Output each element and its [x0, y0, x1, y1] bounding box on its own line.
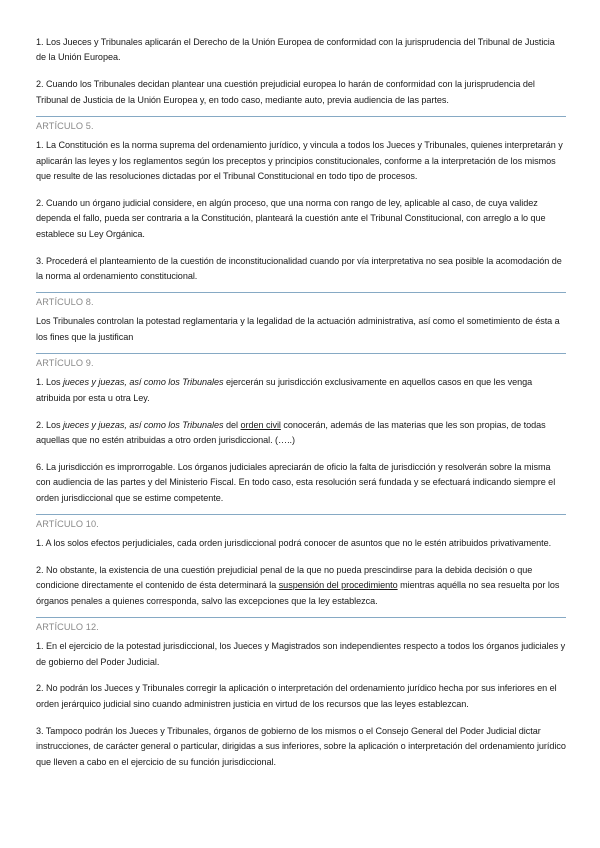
text-run: ejercerán su jurisdicción exclusivamente en aquellos casos en que les venga atribuida por esta u otra Ley.: [36, 377, 533, 403]
paragraph: 2. Cuando un órgano judicial considere, en algún proceso, que una norma con rango de ley, aplicable al caso, de cuya validez dependa el fallo, pueda ser contraria a la Constitución, planteará la cuestión ante el Tribunal Constitucional, con arreglo a lo que establece su Ley Orgánica.: [36, 197, 546, 239]
article-heading: ARTÍCULO 12.: [36, 617, 566, 635]
paragraph: [36, 418, 566, 449]
article-heading: ARTÍCULO 8.: [36, 292, 566, 310]
document-page: [36, 35, 566, 770]
article-heading: ARTÍCULO 5.: [36, 116, 566, 134]
text-run: 2. No obstante, la existencia de una cuestión prejudicial penal de la que no pueda prescindirse para la debida decisión o que condicione directamente el contenido de ésta determinará la: [36, 564, 533, 591]
paragraph: Los Tribunales controlan la potestad reglamentaria y la legalidad de la actuación administrativa, así como el sometimiento de ésta a los fines que la justifican: [36, 316, 560, 342]
text-run: del: [223, 419, 241, 430]
text-run: mientras aquélla no sea resuelta por los órganos penales a quienes corresponda, salvo las excepciones que la ley establezca.: [36, 580, 560, 606]
article-heading: ARTÍCULO 9.: [36, 353, 566, 371]
paragraph: 1. La Constitución es la norma suprema del ordenamiento jurídico, y vincula a todos los Jueces y Tribunales, quienes interpretarán y aplicarán las leyes y los reglamentos según los preceptos y principios constitucionales, conforme a la interpretación de los mismos que resulte de las resoluciones dictadas por el Tribunal Constitucional en todo tipo de procesos.: [36, 140, 563, 181]
article-heading: ARTÍCULO 10.: [36, 514, 566, 532]
paragraph: 6. La jurisdicción es improrrogable. Los órganos judiciales apreciarán de oficio la falta de jurisdicción y resolverán sobre la misma con audiencia de las partes y del Ministerio Fiscal. En todo caso, esta resolución será fundada y se efectuará indicando siempre el orden jurisdiccional que se estime competente.: [36, 461, 556, 503]
text-run: conocerán, además de las materias que les son propias, de todas aquellas que no estén atribuidas a otro orden jurisdiccional. (…..): [36, 419, 546, 445]
paragraph: 1. En el ejercicio de la potestad jurisdiccional, los Jueces y Magistrados son independientes respecto a todos los órganos judiciales y de gobierno del Poder Judicial.: [36, 641, 566, 667]
paragraph: 3. Procederá el planteamiento de la cuestión de inconstitucionalidad cuando por vía interpretativa no sea posible la acomodación de la norma al ordenamiento constitucional.: [36, 255, 562, 281]
paragraph: 2. Cuando los Tribunales decidan plantear una cuestión prejudicial europea lo harán de conformidad con la jurisprudencia del Tribunal de Justicia de la Unión Europea y, en todo caso, mediante auto, previa audiencia de las partes.: [36, 79, 535, 105]
text-run: 1. Los: [36, 377, 63, 388]
italic-text: jueces y juezas, así como los Tribunales: [62, 377, 224, 388]
underlined-text: suspensión del procedimiento: [278, 580, 398, 591]
italic-text: jueces y juezas, así como los Tribunales: [62, 419, 224, 430]
paragraph: [36, 375, 566, 406]
underlined-text: orden civil: [240, 419, 281, 430]
text-run: 2. Los: [36, 419, 63, 430]
paragraph: 2. No podrán los Jueces y Tribunales corregir la aplicación o interpretación del ordenamiento jurídico hecha por sus inferiores en el orden jerárquico judicial sino cuando administren justicia en virtud de los recursos que las leyes establezcan.: [36, 683, 557, 709]
paragraph: 1. Los Jueces y Tribunales aplicarán el Derecho de la Unión Europea de conformidad con la jurisprudencia del Tribunal de Justicia de la Unión Europea.: [36, 37, 555, 63]
paragraph: 1. A los solos efectos perjudiciales, cada orden jurisdiccional podrá conocer de asuntos que no le estén atribuidos privativamente.: [36, 538, 552, 549]
paragraph: [36, 563, 566, 609]
paragraph: 3. Tampoco podrán los Jueces y Tribunales, órganos de gobierno de los mismos o el Consejo General del Poder Judicial dictar instrucciones, de carácter general o particular, dirigidas a sus inferiores, sobre la aplicación o interpretación del ordenamiento jurídico que lleven a cabo en el ejercicio de su función jurisdiccional.: [36, 725, 566, 767]
